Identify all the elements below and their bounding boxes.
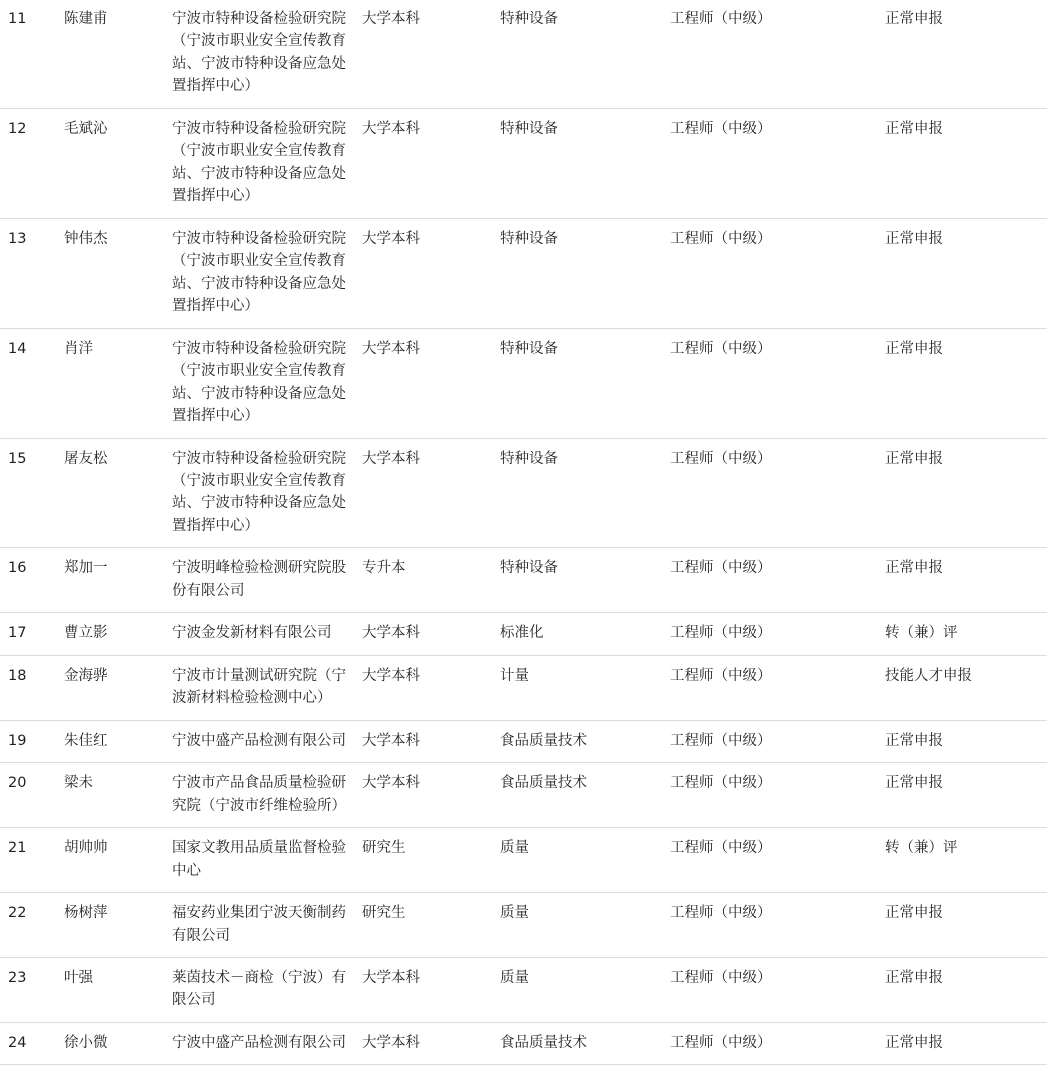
row-applied-title: 工程师（中级） <box>662 958 877 1023</box>
row-name: 杨树萍 <box>56 893 164 958</box>
table-row <box>0 108 1047 218</box>
row-name: 毛斌沁 <box>56 108 164 218</box>
row-application-type: 正常申报 <box>877 720 1047 762</box>
row-name: 徐小微 <box>56 1022 164 1064</box>
row-applied-title: 工程师（中级） <box>662 893 877 958</box>
row-specialty: 质量 <box>492 958 662 1023</box>
row-name: 肖洋 <box>56 328 164 438</box>
table-row <box>0 893 1047 958</box>
row-index: 16 <box>0 548 56 613</box>
row-organization: 宁波市产品食品质量检验研究院（宁波市纤维检验所） <box>164 763 354 828</box>
row-application-type: 正常申报 <box>877 0 1047 108</box>
row-education: 大学本科 <box>354 0 492 108</box>
row-index: 23 <box>0 958 56 1023</box>
row-specialty: 食品质量技术 <box>492 1022 662 1064</box>
table-row <box>0 720 1047 762</box>
row-organization: 国家文教用品质量监督检验中心 <box>164 828 354 893</box>
row-organization: 宁波中盛产品检测有限公司 <box>164 1022 354 1064</box>
row-name: 曹立影 <box>56 613 164 655</box>
row-specialty: 特种设备 <box>492 108 662 218</box>
row-index: 12 <box>0 108 56 218</box>
row-index: 18 <box>0 655 56 720</box>
table-row <box>0 958 1047 1023</box>
row-organization: 莱茵技术－商检（宁波）有限公司 <box>164 958 354 1023</box>
row-specialty: 特种设备 <box>492 328 662 438</box>
table-row <box>0 828 1047 893</box>
row-organization: 宁波明峰检验检测研究院股份有限公司 <box>164 548 354 613</box>
row-applied-title: 工程师（中级） <box>662 0 877 108</box>
row-name: 胡帅帅 <box>56 828 164 893</box>
row-index: 19 <box>0 720 56 762</box>
row-application-type: 正常申报 <box>877 108 1047 218</box>
row-education: 大学本科 <box>354 328 492 438</box>
row-education: 研究生 <box>354 828 492 893</box>
row-applied-title: 工程师（中级） <box>662 655 877 720</box>
row-education: 大学本科 <box>354 108 492 218</box>
row-applied-title: 工程师（中级） <box>662 328 877 438</box>
row-specialty: 特种设备 <box>492 218 662 328</box>
table-row <box>0 613 1047 655</box>
row-organization: 宁波市计量测试研究院（宁波新材料检验检测中心） <box>164 655 354 720</box>
row-application-type: 正常申报 <box>877 893 1047 958</box>
row-education: 大学本科 <box>354 655 492 720</box>
row-education: 大学本科 <box>354 1022 492 1064</box>
row-education: 大学本科 <box>354 720 492 762</box>
table-row <box>0 655 1047 720</box>
row-education: 大学本科 <box>354 613 492 655</box>
row-education: 大学本科 <box>354 763 492 828</box>
row-organization: 宁波市特种设备检验研究院（宁波市职业安全宣传教育站、宁波市特种设备应急处置指挥中心） <box>164 108 354 218</box>
row-index: 17 <box>0 613 56 655</box>
row-name: 钟伟杰 <box>56 218 164 328</box>
row-index: 11 <box>0 0 56 108</box>
row-organization: 宁波市特种设备检验研究院（宁波市职业安全宣传教育站、宁波市特种设备应急处置指挥中心） <box>164 0 354 108</box>
row-name: 金海骅 <box>56 655 164 720</box>
row-specialty: 质量 <box>492 893 662 958</box>
row-index: 22 <box>0 893 56 958</box>
row-specialty: 标准化 <box>492 613 662 655</box>
row-name: 梁未 <box>56 763 164 828</box>
row-application-type: 技能人才申报 <box>877 655 1047 720</box>
row-application-type: 转（兼）评 <box>877 613 1047 655</box>
row-applied-title: 工程师（中级） <box>662 720 877 762</box>
table-row <box>0 0 1047 108</box>
row-organization: 宁波中盛产品检测有限公司 <box>164 720 354 762</box>
row-application-type: 转（兼）评 <box>877 828 1047 893</box>
row-organization: 福安药业集团宁波天衡制药有限公司 <box>164 893 354 958</box>
row-education: 大学本科 <box>354 218 492 328</box>
row-name: 郑加一 <box>56 548 164 613</box>
row-name: 陈建甫 <box>56 0 164 108</box>
row-applied-title: 工程师（中级） <box>662 828 877 893</box>
table-row <box>0 548 1047 613</box>
row-applied-title: 工程师（中级） <box>662 438 877 548</box>
row-index: 21 <box>0 828 56 893</box>
row-application-type: 正常申报 <box>877 763 1047 828</box>
row-specialty: 特种设备 <box>492 438 662 548</box>
row-applied-title: 工程师（中级） <box>662 613 877 655</box>
row-name: 屠友松 <box>56 438 164 548</box>
table-row <box>0 1022 1047 1064</box>
table-row <box>0 328 1047 438</box>
table-row <box>0 438 1047 548</box>
row-specialty: 食品质量技术 <box>492 720 662 762</box>
row-applied-title: 工程师（中级） <box>662 548 877 613</box>
row-specialty: 食品质量技术 <box>492 763 662 828</box>
row-education: 研究生 <box>354 893 492 958</box>
row-index: 24 <box>0 1022 56 1064</box>
row-applied-title: 工程师（中级） <box>662 108 877 218</box>
row-application-type: 正常申报 <box>877 218 1047 328</box>
row-application-type: 正常申报 <box>877 548 1047 613</box>
row-name: 朱佳红 <box>56 720 164 762</box>
row-specialty: 质量 <box>492 828 662 893</box>
table-row <box>0 763 1047 828</box>
row-specialty: 计量 <box>492 655 662 720</box>
row-organization: 宁波市特种设备检验研究院（宁波市职业安全宣传教育站、宁波市特种设备应急处置指挥中心） <box>164 438 354 548</box>
row-applied-title: 工程师（中级） <box>662 218 877 328</box>
row-education: 大学本科 <box>354 438 492 548</box>
row-education: 专升本 <box>354 548 492 613</box>
row-application-type: 正常申报 <box>877 328 1047 438</box>
row-index: 14 <box>0 328 56 438</box>
row-name: 叶强 <box>56 958 164 1023</box>
row-education: 大学本科 <box>354 958 492 1023</box>
row-specialty: 特种设备 <box>492 548 662 613</box>
row-index: 15 <box>0 438 56 548</box>
row-organization: 宁波金发新材料有限公司 <box>164 613 354 655</box>
row-application-type: 正常申报 <box>877 958 1047 1023</box>
row-application-type: 正常申报 <box>877 1022 1047 1064</box>
row-applied-title: 工程师（中级） <box>662 1022 877 1064</box>
table-row <box>0 218 1047 328</box>
row-application-type: 正常申报 <box>877 438 1047 548</box>
row-organization: 宁波市特种设备检验研究院（宁波市职业安全宣传教育站、宁波市特种设备应急处置指挥中心） <box>164 218 354 328</box>
row-applied-title: 工程师（中级） <box>662 763 877 828</box>
row-index: 13 <box>0 218 56 328</box>
row-specialty: 特种设备 <box>492 0 662 108</box>
row-index: 20 <box>0 763 56 828</box>
row-organization: 宁波市特种设备检验研究院（宁波市职业安全宣传教育站、宁波市特种设备应急处置指挥中心） <box>164 328 354 438</box>
